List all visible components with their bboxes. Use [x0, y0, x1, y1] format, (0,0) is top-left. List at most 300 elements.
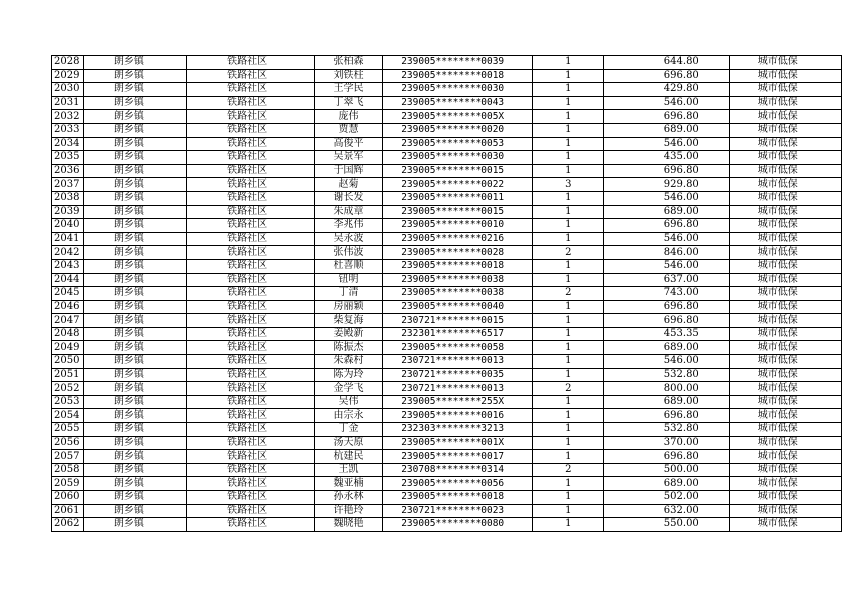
- assistance-type-cell: 城市低保: [729, 191, 841, 205]
- id-number-cell: 230721********0023: [383, 504, 533, 518]
- household-count-cell: 1: [533, 518, 604, 532]
- id-number-cell: 230721********0035: [383, 368, 533, 382]
- community-cell: 铁路社区: [187, 518, 315, 532]
- community-cell: 铁路社区: [187, 327, 315, 341]
- community-cell: 铁路社区: [187, 110, 315, 124]
- name-cell: 王学民: [314, 83, 382, 97]
- assistance-type-cell: 城市低保: [729, 137, 841, 151]
- community-cell: 铁路社区: [187, 178, 315, 192]
- id-number-cell: 239005********0018: [383, 491, 533, 505]
- town-cell: 朗乡镇: [83, 232, 186, 246]
- table-row: [52, 423, 842, 437]
- household-count-cell: 1: [533, 219, 604, 233]
- community-cell: 铁路社区: [187, 96, 315, 110]
- town-cell: 朗乡镇: [83, 463, 186, 477]
- id-number-cell: 239005********0030: [383, 151, 533, 165]
- row-number: 2060: [52, 491, 84, 505]
- household-count-cell: 1: [533, 164, 604, 178]
- household-count-cell: 1: [533, 83, 604, 97]
- name-cell: 贾慧: [314, 123, 382, 137]
- amount-cell: 532.80: [604, 423, 730, 437]
- town-cell: 朗乡镇: [83, 504, 186, 518]
- row-number: 2040: [52, 219, 84, 233]
- name-cell: 高俊平: [314, 137, 382, 151]
- household-count-cell: 1: [533, 368, 604, 382]
- table-row: [52, 355, 842, 369]
- household-count-cell: 1: [533, 96, 604, 110]
- assistance-type-cell: 城市低保: [729, 341, 841, 355]
- amount-cell: 546.00: [604, 232, 730, 246]
- table-row: [52, 287, 842, 301]
- assistance-type-cell: 城市低保: [729, 518, 841, 532]
- town-cell: 朗乡镇: [83, 110, 186, 124]
- row-number: 2031: [52, 96, 84, 110]
- table-row: [52, 246, 842, 260]
- id-number-cell: 239005********0038: [383, 273, 533, 287]
- row-number: 2048: [52, 327, 84, 341]
- town-cell: 朗乡镇: [83, 219, 186, 233]
- community-cell: 铁路社区: [187, 123, 315, 137]
- name-cell: 吴景军: [314, 151, 382, 165]
- assistance-type-cell: 城市低保: [729, 477, 841, 491]
- table-row: [52, 191, 842, 205]
- community-cell: 铁路社区: [187, 191, 315, 205]
- row-number: 2054: [52, 409, 84, 423]
- table-row: [52, 56, 842, 70]
- town-cell: 朗乡镇: [83, 205, 186, 219]
- assistance-type-cell: 城市低保: [729, 423, 841, 437]
- amount-cell: 696.80: [604, 450, 730, 464]
- town-cell: 朗乡镇: [83, 246, 186, 260]
- table-row: [52, 518, 842, 532]
- amount-cell: 546.00: [604, 259, 730, 273]
- id-number-cell: 230721********0015: [383, 314, 533, 328]
- amount-cell: 644.80: [604, 56, 730, 70]
- town-cell: 朗乡镇: [83, 450, 186, 464]
- id-number-cell: 239005********0056: [383, 477, 533, 491]
- household-count-cell: 2: [533, 246, 604, 260]
- id-number-cell: 232303********3213: [383, 423, 533, 437]
- assistance-type-cell: 城市低保: [729, 314, 841, 328]
- row-number: 2033: [52, 123, 84, 137]
- table-row: [52, 314, 842, 328]
- table-row: [52, 450, 842, 464]
- name-cell: 杭建民: [314, 450, 382, 464]
- assistance-type-cell: 城市低保: [729, 504, 841, 518]
- name-cell: 丁清: [314, 287, 382, 301]
- amount-cell: 696.80: [604, 300, 730, 314]
- community-cell: 铁路社区: [187, 164, 315, 178]
- table-row: [52, 96, 842, 110]
- row-number: 2043: [52, 259, 84, 273]
- table-row: [52, 205, 842, 219]
- records-table: [51, 55, 842, 532]
- table-row: [52, 300, 842, 314]
- table-row: [52, 178, 842, 192]
- assistance-type-cell: 城市低保: [729, 178, 841, 192]
- amount-cell: 453.35: [604, 327, 730, 341]
- amount-cell: 546.00: [604, 96, 730, 110]
- town-cell: 朗乡镇: [83, 83, 186, 97]
- town-cell: 朗乡镇: [83, 477, 186, 491]
- assistance-type-cell: 城市低保: [729, 219, 841, 233]
- id-number-cell: 230721********0013: [383, 382, 533, 396]
- assistance-type-cell: 城市低保: [729, 110, 841, 124]
- name-cell: 姜殿新: [314, 327, 382, 341]
- row-number: 2044: [52, 273, 84, 287]
- name-cell: 陈为玲: [314, 368, 382, 382]
- town-cell: 朗乡镇: [83, 164, 186, 178]
- name-cell: 吴永波: [314, 232, 382, 246]
- row-number: 2039: [52, 205, 84, 219]
- community-cell: 铁路社区: [187, 450, 315, 464]
- community-cell: 铁路社区: [187, 259, 315, 273]
- household-count-cell: 1: [533, 110, 604, 124]
- community-cell: 铁路社区: [187, 463, 315, 477]
- town-cell: 朗乡镇: [83, 491, 186, 505]
- household-count-cell: 1: [533, 137, 604, 151]
- community-cell: 铁路社区: [187, 355, 315, 369]
- town-cell: 朗乡镇: [83, 436, 186, 450]
- town-cell: 朗乡镇: [83, 314, 186, 328]
- town-cell: 朗乡镇: [83, 341, 186, 355]
- table-row: [52, 83, 842, 97]
- id-number-cell: 239005********0053: [383, 137, 533, 151]
- amount-cell: 546.00: [604, 355, 730, 369]
- town-cell: 朗乡镇: [83, 123, 186, 137]
- community-cell: 铁路社区: [187, 56, 315, 70]
- id-number-cell: 239005********005X: [383, 110, 533, 124]
- id-number-cell: 239005********0080: [383, 518, 533, 532]
- community-cell: 铁路社区: [187, 300, 315, 314]
- household-count-cell: 2: [533, 463, 604, 477]
- town-cell: 朗乡镇: [83, 409, 186, 423]
- community-cell: 铁路社区: [187, 341, 315, 355]
- name-cell: 金学飞: [314, 382, 382, 396]
- household-count-cell: 1: [533, 327, 604, 341]
- assistance-type-cell: 城市低保: [729, 382, 841, 396]
- town-cell: 朗乡镇: [83, 273, 186, 287]
- household-count-cell: 1: [533, 259, 604, 273]
- amount-cell: 696.80: [604, 110, 730, 124]
- table-row: [52, 69, 842, 83]
- assistance-type-cell: 城市低保: [729, 246, 841, 260]
- name-cell: 刘铁柱: [314, 69, 382, 83]
- town-cell: 朗乡镇: [83, 96, 186, 110]
- household-count-cell: 1: [533, 56, 604, 70]
- name-cell: 柴复海: [314, 314, 382, 328]
- community-cell: 铁路社区: [187, 423, 315, 437]
- id-number-cell: 239005********0018: [383, 69, 533, 83]
- household-count-cell: 1: [533, 123, 604, 137]
- id-number-cell: 230708********0314: [383, 463, 533, 477]
- amount-cell: 689.00: [604, 477, 730, 491]
- row-number: 2051: [52, 368, 84, 382]
- household-count-cell: 1: [533, 273, 604, 287]
- table-row: [52, 463, 842, 477]
- id-number-cell: 230721********0013: [383, 355, 533, 369]
- household-count-cell: 1: [533, 409, 604, 423]
- table-row: [52, 151, 842, 165]
- assistance-type-cell: 城市低保: [729, 409, 841, 423]
- row-number: 2028: [52, 56, 84, 70]
- table-row: [52, 327, 842, 341]
- assistance-type-cell: 城市低保: [729, 96, 841, 110]
- community-cell: 铁路社区: [187, 314, 315, 328]
- household-count-cell: 1: [533, 450, 604, 464]
- household-count-cell: 2: [533, 382, 604, 396]
- id-number-cell: 239005********0018: [383, 259, 533, 273]
- row-number: 2037: [52, 178, 84, 192]
- name-cell: 魏亚楠: [314, 477, 382, 491]
- table-row: [52, 436, 842, 450]
- amount-cell: 435.00: [604, 151, 730, 165]
- community-cell: 铁路社区: [187, 273, 315, 287]
- community-cell: 铁路社区: [187, 246, 315, 260]
- amount-cell: 689.00: [604, 341, 730, 355]
- household-count-cell: 1: [533, 300, 604, 314]
- row-number: 2061: [52, 504, 84, 518]
- name-cell: 许艳玲: [314, 504, 382, 518]
- table-row: [52, 491, 842, 505]
- table-row: [52, 259, 842, 273]
- town-cell: 朗乡镇: [83, 355, 186, 369]
- community-cell: 铁路社区: [187, 232, 315, 246]
- name-cell: 朱森村: [314, 355, 382, 369]
- assistance-type-cell: 城市低保: [729, 56, 841, 70]
- town-cell: 朗乡镇: [83, 327, 186, 341]
- name-cell: 陈振杰: [314, 341, 382, 355]
- row-number: 2055: [52, 423, 84, 437]
- household-count-cell: 1: [533, 504, 604, 518]
- amount-cell: 637.00: [604, 273, 730, 287]
- town-cell: 朗乡镇: [83, 382, 186, 396]
- row-number: 2057: [52, 450, 84, 464]
- id-number-cell: 239005********0015: [383, 205, 533, 219]
- household-count-cell: 1: [533, 436, 604, 450]
- town-cell: 朗乡镇: [83, 259, 186, 273]
- table-row: [52, 341, 842, 355]
- id-number-cell: 239005********0030: [383, 83, 533, 97]
- name-cell: 赵菊: [314, 178, 382, 192]
- id-number-cell: 239005********0038: [383, 287, 533, 301]
- community-cell: 铁路社区: [187, 395, 315, 409]
- row-number: 2045: [52, 287, 84, 301]
- amount-cell: 429.80: [604, 83, 730, 97]
- name-cell: 朱成章: [314, 205, 382, 219]
- town-cell: 朗乡镇: [83, 518, 186, 532]
- community-cell: 铁路社区: [187, 83, 315, 97]
- amount-cell: 546.00: [604, 191, 730, 205]
- household-count-cell: 1: [533, 314, 604, 328]
- id-number-cell: 239005********0010: [383, 219, 533, 233]
- assistance-type-cell: 城市低保: [729, 232, 841, 246]
- table-row: [52, 137, 842, 151]
- household-count-cell: 1: [533, 205, 604, 219]
- community-cell: 铁路社区: [187, 504, 315, 518]
- row-number: 2035: [52, 151, 84, 165]
- amount-cell: 689.00: [604, 205, 730, 219]
- amount-cell: 696.80: [604, 69, 730, 83]
- household-count-cell: 2: [533, 287, 604, 301]
- row-number: 2046: [52, 300, 84, 314]
- town-cell: 朗乡镇: [83, 395, 186, 409]
- row-number: 2052: [52, 382, 84, 396]
- town-cell: 朗乡镇: [83, 56, 186, 70]
- table-row: [52, 273, 842, 287]
- household-count-cell: 1: [533, 151, 604, 165]
- id-number-cell: 239005********0011: [383, 191, 533, 205]
- table-row: [52, 477, 842, 491]
- row-number: 2029: [52, 69, 84, 83]
- household-count-cell: 1: [533, 395, 604, 409]
- amount-cell: 696.80: [604, 219, 730, 233]
- assistance-type-cell: 城市低保: [729, 123, 841, 137]
- amount-cell: 550.00: [604, 518, 730, 532]
- name-cell: 谢长发: [314, 191, 382, 205]
- amount-cell: 502.00: [604, 491, 730, 505]
- household-count-cell: 3: [533, 178, 604, 192]
- community-cell: 铁路社区: [187, 477, 315, 491]
- row-number: 2038: [52, 191, 84, 205]
- row-number: 2047: [52, 314, 84, 328]
- assistance-type-cell: 城市低保: [729, 491, 841, 505]
- row-number: 2034: [52, 137, 84, 151]
- id-number-cell: 239005********0043: [383, 96, 533, 110]
- assistance-type-cell: 城市低保: [729, 69, 841, 83]
- household-count-cell: 1: [533, 69, 604, 83]
- amount-cell: 546.00: [604, 137, 730, 151]
- amount-cell: 846.00: [604, 246, 730, 260]
- amount-cell: 370.00: [604, 436, 730, 450]
- assistance-type-cell: 城市低保: [729, 450, 841, 464]
- name-cell: 张伟波: [314, 246, 382, 260]
- row-number: 2036: [52, 164, 84, 178]
- table-row: [52, 123, 842, 137]
- assistance-type-cell: 城市低保: [729, 327, 841, 341]
- assistance-type-cell: 城市低保: [729, 395, 841, 409]
- town-cell: 朗乡镇: [83, 69, 186, 83]
- community-cell: 铁路社区: [187, 368, 315, 382]
- name-cell: 于国辉: [314, 164, 382, 178]
- amount-cell: 696.80: [604, 164, 730, 178]
- row-number: 2056: [52, 436, 84, 450]
- id-number-cell: 232301********6517: [383, 327, 533, 341]
- assistance-type-cell: 城市低保: [729, 368, 841, 382]
- id-number-cell: 239005********0015: [383, 164, 533, 178]
- table-row: [52, 368, 842, 382]
- id-number-cell: 239005********0058: [383, 341, 533, 355]
- id-number-cell: 239005********0040: [383, 300, 533, 314]
- row-number: 2030: [52, 83, 84, 97]
- id-number-cell: 239005********001X: [383, 436, 533, 450]
- amount-cell: 689.00: [604, 395, 730, 409]
- community-cell: 铁路社区: [187, 219, 315, 233]
- name-cell: 李兆伟: [314, 219, 382, 233]
- assistance-type-cell: 城市低保: [729, 463, 841, 477]
- assistance-type-cell: 城市低保: [729, 300, 841, 314]
- table-row: [52, 110, 842, 124]
- town-cell: 朗乡镇: [83, 191, 186, 205]
- town-cell: 朗乡镇: [83, 423, 186, 437]
- row-number: 2041: [52, 232, 84, 246]
- name-cell: 由宗永: [314, 409, 382, 423]
- assistance-type-cell: 城市低保: [729, 205, 841, 219]
- id-number-cell: 239005********0039: [383, 56, 533, 70]
- assistance-type-cell: 城市低保: [729, 273, 841, 287]
- id-number-cell: 239005********0022: [383, 178, 533, 192]
- name-cell: 王凯: [314, 463, 382, 477]
- name-cell: 汤天原: [314, 436, 382, 450]
- row-number: 2062: [52, 518, 84, 532]
- table-row: [52, 382, 842, 396]
- amount-cell: 632.00: [604, 504, 730, 518]
- assistance-type-cell: 城市低保: [729, 83, 841, 97]
- id-number-cell: 239005********255X: [383, 395, 533, 409]
- community-cell: 铁路社区: [187, 491, 315, 505]
- name-cell: 吴伟: [314, 395, 382, 409]
- name-cell: 张柏森: [314, 56, 382, 70]
- town-cell: 朗乡镇: [83, 178, 186, 192]
- town-cell: 朗乡镇: [83, 368, 186, 382]
- amount-cell: 696.80: [604, 409, 730, 423]
- household-count-cell: 1: [533, 232, 604, 246]
- household-count-cell: 1: [533, 341, 604, 355]
- community-cell: 铁路社区: [187, 205, 315, 219]
- table-row: [52, 232, 842, 246]
- name-cell: 丁翠飞: [314, 96, 382, 110]
- community-cell: 铁路社区: [187, 151, 315, 165]
- id-number-cell: 239005********0016: [383, 409, 533, 423]
- table-row: [52, 504, 842, 518]
- community-cell: 铁路社区: [187, 436, 315, 450]
- community-cell: 铁路社区: [187, 137, 315, 151]
- community-cell: 铁路社区: [187, 69, 315, 83]
- data-sheet: [51, 55, 842, 532]
- amount-cell: 696.80: [604, 314, 730, 328]
- id-number-cell: 239005********0017: [383, 450, 533, 464]
- assistance-type-cell: 城市低保: [729, 287, 841, 301]
- community-cell: 铁路社区: [187, 287, 315, 301]
- assistance-type-cell: 城市低保: [729, 259, 841, 273]
- name-cell: 杜喜顺: [314, 259, 382, 273]
- row-number: 2049: [52, 341, 84, 355]
- household-count-cell: 1: [533, 423, 604, 437]
- town-cell: 朗乡镇: [83, 287, 186, 301]
- table-row: [52, 395, 842, 409]
- name-cell: 钮明: [314, 273, 382, 287]
- household-count-cell: 1: [533, 491, 604, 505]
- community-cell: 铁路社区: [187, 409, 315, 423]
- table-row: [52, 164, 842, 178]
- town-cell: 朗乡镇: [83, 300, 186, 314]
- amount-cell: 689.00: [604, 123, 730, 137]
- id-number-cell: 239005********0028: [383, 246, 533, 260]
- table-row: [52, 219, 842, 233]
- row-number: 2050: [52, 355, 84, 369]
- name-cell: 庞伟: [314, 110, 382, 124]
- id-number-cell: 239005********0020: [383, 123, 533, 137]
- amount-cell: 532.80: [604, 368, 730, 382]
- name-cell: 房丽颖: [314, 300, 382, 314]
- assistance-type-cell: 城市低保: [729, 151, 841, 165]
- table-body: [52, 56, 842, 532]
- row-number: 2058: [52, 463, 84, 477]
- row-number: 2032: [52, 110, 84, 124]
- household-count-cell: 1: [533, 355, 604, 369]
- table-row: [52, 409, 842, 423]
- row-number: 2053: [52, 395, 84, 409]
